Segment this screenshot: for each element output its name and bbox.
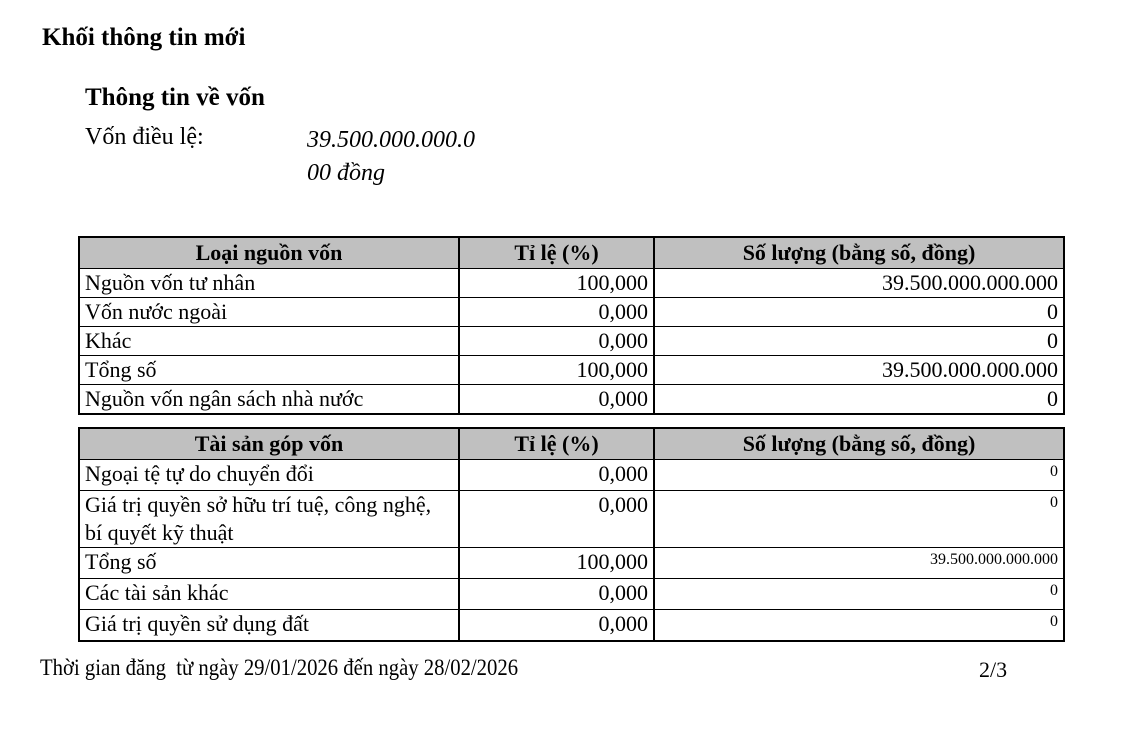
amount-cell: 39.500.000.000.000 — [654, 269, 1064, 298]
row-label-cell: Các tài sản khác — [79, 579, 459, 610]
table-row — [79, 579, 1064, 610]
ratio-cell: 0,000 — [459, 610, 654, 642]
row-label-cell: Nguồn vốn tư nhân — [79, 269, 459, 298]
row-label-cell: Giá trị quyền sử dụng đất — [79, 610, 459, 642]
ratio-cell: 0,000 — [459, 385, 654, 415]
amount-cell: 0 — [654, 327, 1064, 356]
page-title: Khối thông tin mới — [42, 24, 246, 51]
amount-cell: 0 — [654, 298, 1064, 327]
amount-cell: 39.500.000.000.000 — [654, 356, 1064, 385]
table-row — [79, 385, 1064, 415]
table-row — [79, 298, 1064, 327]
ratio-cell: 100,000 — [459, 269, 654, 298]
charter-capital-value — [307, 124, 547, 190]
ratio-cell: 100,000 — [459, 548, 654, 579]
ratio-cell: 0,000 — [459, 460, 654, 491]
publish-period-text: Thời gian đăng từ ngày 29/01/2026 đến ngày 28/02/2026 — [40, 655, 519, 680]
charter-capital-value-line1: 39.500.000.000.0 — [307, 127, 475, 153]
amount-cell: 0 — [654, 610, 1064, 642]
ratio-cell: 0,000 — [459, 327, 654, 356]
table-row — [79, 610, 1064, 642]
column-header-asset-type: Tài sản góp vốn — [79, 428, 459, 460]
section-title-capital-info: Thông tin về vốn — [85, 84, 265, 111]
column-header-source-type: Loại nguồn vốn — [79, 237, 459, 269]
ratio-cell: 100,000 — [459, 356, 654, 385]
table-row — [79, 491, 1064, 548]
column-header-ratio: Tỉ lệ (%) — [459, 428, 654, 460]
column-header-ratio: Tỉ lệ (%) — [459, 237, 654, 269]
capital-sources-table — [78, 236, 1065, 415]
charter-capital-value-line2: 00 đồng — [307, 160, 385, 186]
table-row — [79, 269, 1064, 298]
amount-cell: 0 — [654, 385, 1064, 415]
column-header-amount: Số lượng (bằng số, đồng) — [654, 428, 1064, 460]
page-number: 2/3 — [979, 657, 1008, 682]
row-label-cell: Vốn nước ngoài — [79, 298, 459, 327]
table-row — [79, 356, 1064, 385]
amount-cell: 0 — [654, 460, 1064, 491]
table-row — [79, 460, 1064, 491]
row-label-cell: Khác — [79, 327, 459, 356]
column-header-amount: Số lượng (bằng số, đồng) — [654, 237, 1064, 269]
ratio-cell: 0,000 — [459, 579, 654, 610]
row-label-cell: Ngoại tệ tự do chuyển đổi — [79, 460, 459, 491]
contributed-assets-table — [78, 427, 1065, 642]
row-label-cell: Nguồn vốn ngân sách nhà nước — [79, 385, 459, 415]
amount-cell: 0 — [654, 579, 1064, 610]
row-label-cell: Tổng số — [79, 548, 459, 579]
ratio-cell: 0,000 — [459, 298, 654, 327]
table-header-row — [79, 428, 1064, 460]
charter-capital-label: Vốn điều lệ: — [85, 124, 204, 150]
table-header-row — [79, 237, 1064, 269]
amount-cell: 0 — [654, 491, 1064, 548]
row-label-cell: Giá trị quyền sở hữu trí tuệ, công nghệ, bí quyết kỹ thuật — [79, 491, 459, 548]
table-row — [79, 548, 1064, 579]
table-row — [79, 327, 1064, 356]
amount-cell: 39.500.000.000.000 — [654, 548, 1064, 579]
row-label-cell: Tổng số — [79, 356, 459, 385]
ratio-cell: 0,000 — [459, 491, 654, 548]
